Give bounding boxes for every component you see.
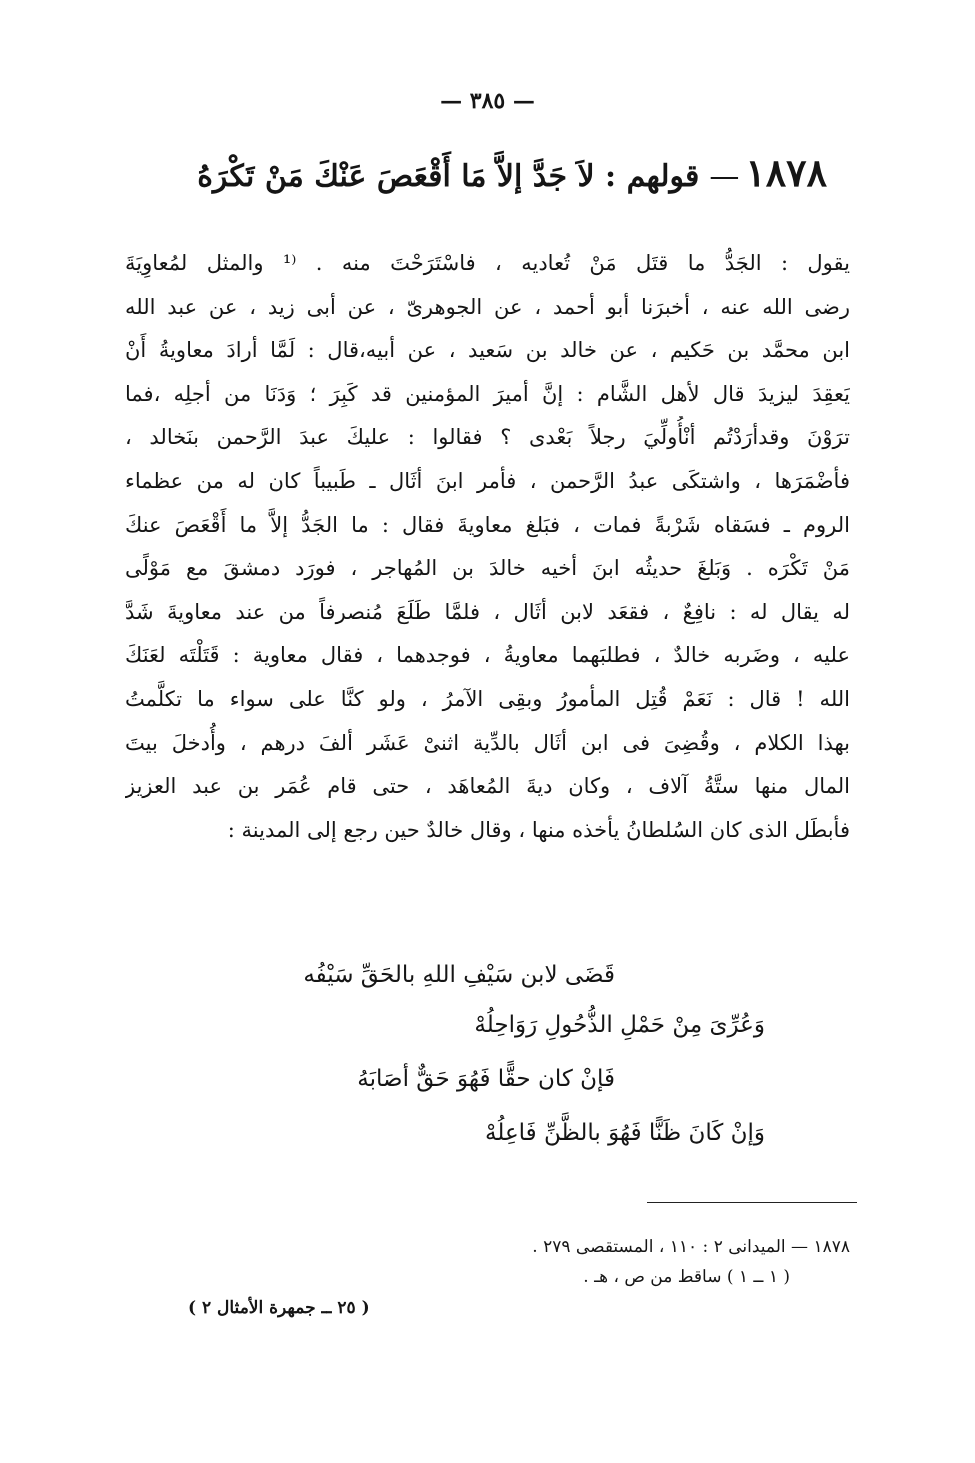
entry-heading	[197, 150, 827, 195]
verse-line: وَعُرِّىَ مِنْ حَمْلِ الذُّحُولِ رَوَاحِلُهْ	[474, 1012, 765, 1038]
body-line: ابن محمَّد بن حَكيم ، عن خالد بن سَعيد ، عن أبيه،قال : لَمَّا أرادَ معاويةُ أَنْ	[125, 338, 850, 363]
entry-proverb: قولهم : لاَ جَدَّ إلاَّ مَا أَقْعَصَ عَنْكَ مَنْ تَكْرَهُ	[197, 159, 700, 194]
verse-line: فَإنْ كان حقًّا فَهُوَ حَقٌّ أصَابَهُ	[357, 1066, 615, 1092]
body-line: له يقال له : نافِعٌ ، فقعَد لابن أثَال ، فلمَّا طَلَعَ مُنصرفاً من عند معاويةَ شَدَّ	[125, 599, 850, 624]
entry-number: ١٨٧٨	[745, 150, 827, 195]
footnote-entry: ( ١ ــ ١ ) ساقط من ص ، هـ .	[583, 1267, 790, 1287]
body-line: بهذا الكلام ، وقُضِىَ فى ابن أثَال بالدِّية اثنىْ عَشَر ألفَ درهم ، وأُدخلَ بيتَ	[125, 730, 850, 755]
body-line: المال منها ستَّةُ آلاف ، وكان ديةَ المُعاهَد ، حتى قام عُمَر بن عبد العزيز	[125, 774, 850, 799]
verse-line: وَإنْ كَانَ ظَنًّا فَهُوَ بالظَّنِّ فَاعِلُهْ	[485, 1120, 765, 1146]
body-line: يقول : الجَدُّ ما قتَل مَنْ تُعاديه ، فاسْتَرَحْتَ منه . ⁽¹ والمثل لمُعاوِيَةَ	[125, 251, 850, 275]
footnote-entry: ١٨٧٨ — الميدانى ٢ : ١١٠ ، المستقصى ٢٧٩ .	[532, 1237, 850, 1257]
body-line: الروم ـ فسَقاه شَرْبةً فمات ، فبَلغ معاويةَ فقال : ما الجَدُّ إلاَّ ما أَقْعَصَ عنكَ	[125, 512, 850, 537]
verse-line: قَضَى لابن سَيْفِ اللهِ بالحَقِّ سَيْفُه	[303, 962, 615, 988]
signature-mark: ( ٢٥ ــ جمهرة الأمثال ٢ )	[188, 1298, 370, 1318]
body-line: فأضْمَرَها ، واشتكَى عبدُ الرَّحمن ، فأمر ابنَ أثَال ـ طَبيباً كان له من عظماء	[125, 468, 850, 493]
body-line: فأبطَل الذى كان السُلطانُ يأخذه منها ، وقال خالدٌ حين رجع إلى المدينة :	[227, 817, 850, 842]
entry-dash: —	[709, 159, 740, 194]
body-line: عليه ، وضَربه خالدٌ ، فطلبَهما معاويةُ ، فوجدهما ، فقال معاوية : قَتَلْتَه لعَنَكَ	[125, 643, 850, 668]
body-line: رضى الله عنه ، أخبرَنا أبو أحمد ، عن الجوهرىّ ، عن أبى زيد ، عن عبد الله	[125, 294, 850, 319]
footnotes	[300, 1232, 850, 1292]
body-line: يَعقِدَ ليزيدَ قال لأهل الشَّام : إنَّ أميرَ المؤمنين قد كَبِرَ ؛ وَدَنَا من أجلِه ،فما	[125, 381, 850, 406]
body-paragraph	[125, 242, 850, 852]
body-line: ترَوْنَ وقدأرَدْتُم أنْأُولِّيَ رجلاً بَعْدى ؟ فقالوا : عليكَ عبدَ الرَّحمن بنَخالد ،	[125, 425, 850, 450]
body-line: الله ! قال : نَعَمْ قُتِل المأمورُ وبقِى الآمرُ ، ولو كنَّا على سواء ما تكلَّمتُ	[125, 686, 850, 711]
body-line: مَنْ تَكْرَه . وَبَلغَ حديثُه ابنَ أخيه خالدَ بن المُهاجر ، فورَد دمشقَ مع مَوْلًى	[125, 556, 850, 581]
footnote-divider	[647, 1202, 857, 1203]
page-number: — ٣٨٥ —	[440, 88, 535, 114]
